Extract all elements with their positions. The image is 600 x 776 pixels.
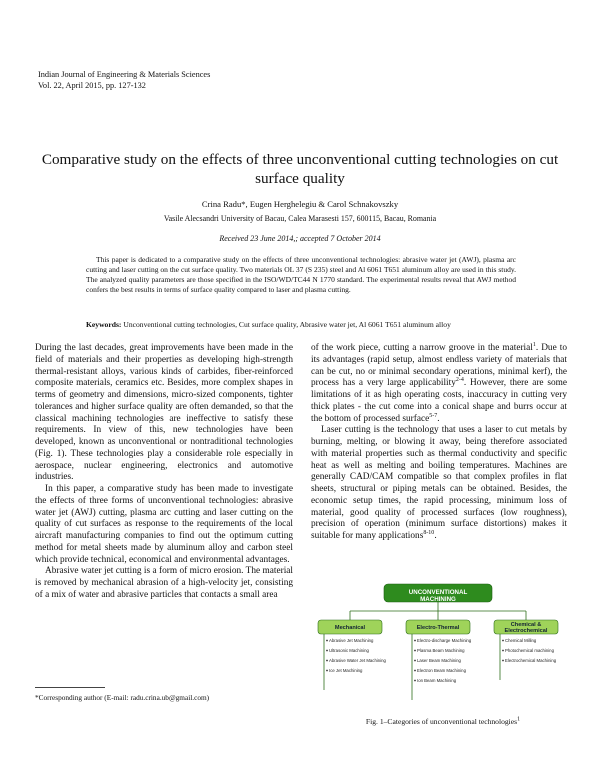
root-node-label: UNCONVENTIONAL MACHINING — [408, 589, 468, 603]
paragraph: of the work piece, cutting a narrow groove in the material$^1$. Due to its advantages (rapid setup, almost endless variety of materials that can be cut, no or minimal secondary operations, minimal kerf), the process has a very large applicability$^{2-4}$. However, there are some limitations of it as high operating costs, inaccuracy in cutting very thick plates - the cut come into a conical shape and burrs occur at the bottom of processed surface$^{5-7}$. — [311, 341, 567, 424]
left-column — [35, 343, 293, 602]
keywords-text: Unconventional cutting technologies, Cut surface quality, Abrasive water jet, Al 6061 T651 aluminum alloy — [123, 320, 451, 329]
bullet — [502, 640, 504, 642]
bullet — [326, 650, 328, 652]
branch-item: Electro-discharge Machining — [417, 638, 472, 643]
branch-item: Abrasive Jet Machining — [329, 638, 374, 643]
journal-name: Indian Journal of Engineering & Materials Sciences — [38, 70, 211, 79]
bullet — [502, 660, 504, 662]
branch-item: Plasma Beam Machining — [417, 648, 465, 653]
paragraph: During the last decades, great improvements have been made in the field of materials and their properties as developing high-strength thermal-resistant alloys, various kinds of carbides, fiber-reinforced composite materials, ceramics etc. Besides, more complex shapes in terms of geometry and dimensions, micro-sized components, tighter tolerances and higher surface quality are often demanded, so that the classical machining technologies are ineffective to satisfy these requirements. In view of this, new technologies have been developed, known as unconventional or nontraditional technologies (Fig. 1). These technologies play a considerable role especially in aerospace, nuclear engineering, electronics and automotive industries. — [35, 343, 293, 483]
branch-label: Mechanical — [334, 625, 366, 631]
branch-label: Electro-Thermal — [416, 625, 460, 631]
bullet — [414, 650, 416, 652]
footnote-rule — [35, 687, 105, 688]
bullet — [326, 640, 328, 642]
bullet — [326, 670, 328, 672]
branch-item: Ice Jet Machining — [329, 668, 363, 673]
bullet — [326, 660, 328, 662]
keywords-label: Keywords: — [86, 320, 122, 329]
footnote: *Corresponding author (E-mail: radu.crina.ub@gmail.com) — [35, 693, 210, 702]
bullet — [414, 660, 416, 662]
affiliation: Vasile Alecsandri University of Bacau, Calea Marasesti 157, 600115, Bacau, Romania — [163, 214, 437, 223]
paragraph: Abrasive water jet cutting is a form of micro erosion. The material is removed by mechanical abrasion of a high-velocity jet, consisting of a mix of water and abrasive particles that contacts a small area — [35, 566, 293, 600]
branch-item: Chemical Milling — [505, 638, 537, 643]
journal-header — [38, 69, 210, 91]
bullet — [502, 650, 504, 652]
keywords — [86, 320, 526, 330]
right-column — [311, 343, 567, 543]
branch-item: Ion Beam Machining — [417, 678, 457, 683]
paragraph: Laser cutting is the technology that uses a laser to cut metals by burning, melting, or blowing it away, being therefore associated with material properties such as thermal conductivity and specific heat as well as melting and boiling temperatures. Machines are generally CAD/CAM compatible so that complex profiles in flat sheets, structural or piping metals can be obtained. Besides, the economic setup times, the rapid processing, minimum loss of material, good quality of processed surfaces (low roughness), precision of operation (minimum surface distortions) makes it suitable for many applications$^{8-10}$. — [311, 425, 567, 541]
bullet — [414, 670, 416, 672]
authors: Crina Radu*, Eugen Herghelegiu & Carol Schnakovszky — [201, 199, 399, 209]
paragraph: In this paper, a comparative study has been made to investigate the effects of three forms of unconventional technologies: abrasive water jet (AWJ) cutting, plasma arc cutting and laser cutting on the quality of cut surfaces as response to the requirements of the local aircraft manufacturing companies to find out the optimum cutting method for metal sheets made by aluminum alloy and carbon steel which provide technical, economical and environmental advantages. — [35, 484, 293, 565]
received-dates: Received 23 June 2014,; accepted 7 October 2014 — [219, 234, 381, 243]
bullet — [414, 680, 416, 682]
bullet — [414, 640, 416, 642]
branch-item: Electrochemical Machining — [505, 658, 557, 663]
citation: 1 — [532, 341, 536, 348]
branch-label: Chemical & Electrochemical — [504, 622, 548, 634]
paper-title: Comparative study on the effects of three unconventional cutting technologies on cut surface quality — [41, 151, 559, 187]
branch-item: Laser Beam Machining — [417, 658, 461, 663]
abstract: This paper is dedicated to a comparative study on the effects of three unconventional technologies: abrasive water jet (AWJ), plasma arc cutting and laser cutting on the cut surface quality. Two materials OL 37 (S 235) steel and Al 6061 T651 aluminum alloy are used in this study. The analyzed quality parameters are those specified in the ISO/WD/TC44 N 1770 standard. The experimental results reveal that AWJ method confers the best results in terms of surface quality compared to laser and plasma cutting. — [86, 255, 516, 295]
branch-item: Abrasive Water Jet Machining — [329, 658, 386, 663]
journal-volume: Vol. 22, April 2015, pp. 127-132 — [38, 81, 146, 90]
branch-item: Photochemical machining — [505, 648, 554, 653]
branch-item: Electron Beam Machining — [417, 668, 466, 673]
citation: 2-4 — [455, 377, 464, 384]
citation: 8-10 — [423, 529, 435, 536]
citation: 1 — [517, 716, 521, 723]
branch-item: Ultrasonic Machining — [329, 648, 369, 653]
figure-caption: Fig. 1–Categories of unconventional technologies$^1$ — [365, 716, 521, 726]
citation: 5-7 — [429, 412, 438, 419]
